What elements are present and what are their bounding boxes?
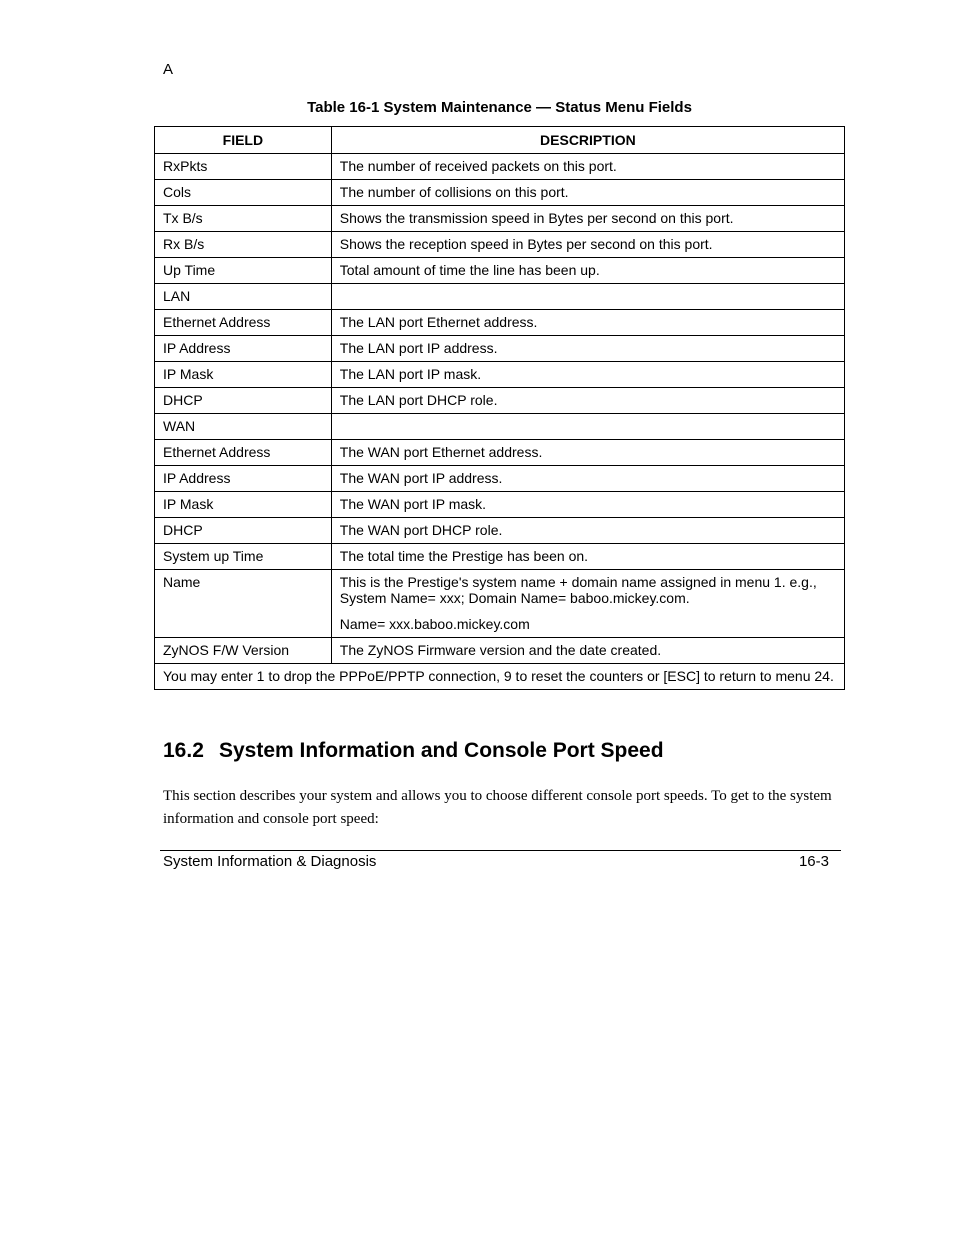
field-cell: Cols	[155, 180, 332, 206]
description-cell: The LAN port DHCP role.	[331, 388, 844, 414]
field-cell: IP Address	[155, 336, 332, 362]
column-header-field: FIELD	[155, 127, 332, 154]
field-cell: ZyNOS F/W Version	[155, 638, 332, 664]
field-cell: WAN	[155, 414, 332, 440]
field-cell: IP Mask	[155, 362, 332, 388]
table-row	[155, 492, 845, 518]
description-cell	[331, 284, 844, 310]
field-cell: Ethernet Address	[155, 310, 332, 336]
field-cell: LAN	[155, 284, 332, 310]
table-row	[155, 154, 845, 180]
table-row	[155, 180, 845, 206]
section-heading	[163, 739, 664, 763]
table-row	[155, 206, 845, 232]
table-row	[155, 310, 845, 336]
field-cell: RxPkts	[155, 154, 332, 180]
description-cell: The WAN port IP address.	[331, 466, 844, 492]
table-row	[155, 232, 845, 258]
field-cell: System up Time	[155, 544, 332, 570]
field-cell: IP Mask	[155, 492, 332, 518]
description-cell: The LAN port IP address.	[331, 336, 844, 362]
description-cell	[331, 570, 844, 638]
description-cell: Total amount of time the line has been up.	[331, 258, 844, 284]
description-cell: Shows the transmission speed in Bytes per second on this port.	[331, 206, 844, 232]
description-text: This is the Prestige's system name + domain name assigned in menu 1. e.g., System Name= xxx; Domain Name= baboo.mickey.com.	[339, 574, 817, 606]
field-cell: Tx B/s	[155, 206, 332, 232]
description-cell: The ZyNOS Firmware version and the date created.	[331, 638, 844, 664]
description-cell: The WAN port Ethernet address.	[331, 440, 844, 466]
table-row	[155, 466, 845, 492]
footer-page-number: 16-3	[798, 853, 829, 870]
table-row	[155, 518, 845, 544]
description-cell: The number of collisions on this port.	[331, 180, 844, 206]
table-row	[155, 362, 845, 388]
field-cell: Name	[155, 570, 332, 638]
table-footer-note: You may enter 1 to drop the PPPoE/PPTP connection, 9 to reset the counters or [ESC] to return to menu 24.	[155, 664, 845, 690]
column-header-description: DESCRIPTION	[331, 127, 844, 154]
description-cell: The WAN port IP mask.	[331, 492, 844, 518]
table-row	[155, 544, 845, 570]
table-row	[155, 638, 845, 664]
description-example: Name= xxx.baboo.mickey.com	[339, 616, 530, 632]
table-row	[155, 336, 845, 362]
section-number: 16.2	[163, 739, 204, 762]
table-row	[155, 258, 845, 284]
description-cell	[331, 414, 844, 440]
table-row	[155, 388, 845, 414]
field-cell: Ethernet Address	[155, 440, 332, 466]
header-mark: A	[163, 61, 174, 78]
description-cell: The LAN port IP mask.	[331, 362, 844, 388]
table-row	[155, 440, 845, 466]
table-row	[155, 570, 845, 638]
status-menu-fields-table	[154, 126, 845, 690]
footer-chapter-title: System Information & Diagnosis	[163, 853, 377, 870]
table-row-section-wan	[155, 414, 845, 440]
field-cell: DHCP	[155, 518, 332, 544]
description-cell: The total time the Prestige has been on.	[331, 544, 844, 570]
section-paragraph: This section describes your system and allows you to choose different console port speeds. To get to the system information and console port speed:	[163, 788, 832, 827]
table-footer-row	[155, 664, 845, 690]
field-cell: IP Address	[155, 466, 332, 492]
description-cell: The WAN port DHCP role.	[331, 518, 844, 544]
field-cell: Rx B/s	[155, 232, 332, 258]
table-header-row	[155, 127, 845, 154]
field-cell: DHCP	[155, 388, 332, 414]
section-title-text: System Information and Console Port Speed	[219, 739, 664, 762]
table-caption: Table 16-1 System Maintenance — Status Menu Fields	[307, 99, 692, 116]
footer-divider	[160, 850, 841, 851]
description-cell: Shows the reception speed in Bytes per second on this port.	[331, 232, 844, 258]
table-row-section-lan	[155, 284, 845, 310]
field-cell: Up Time	[155, 258, 332, 284]
description-cell: The LAN port Ethernet address.	[331, 310, 844, 336]
description-cell: The number of received packets on this port.	[331, 154, 844, 180]
